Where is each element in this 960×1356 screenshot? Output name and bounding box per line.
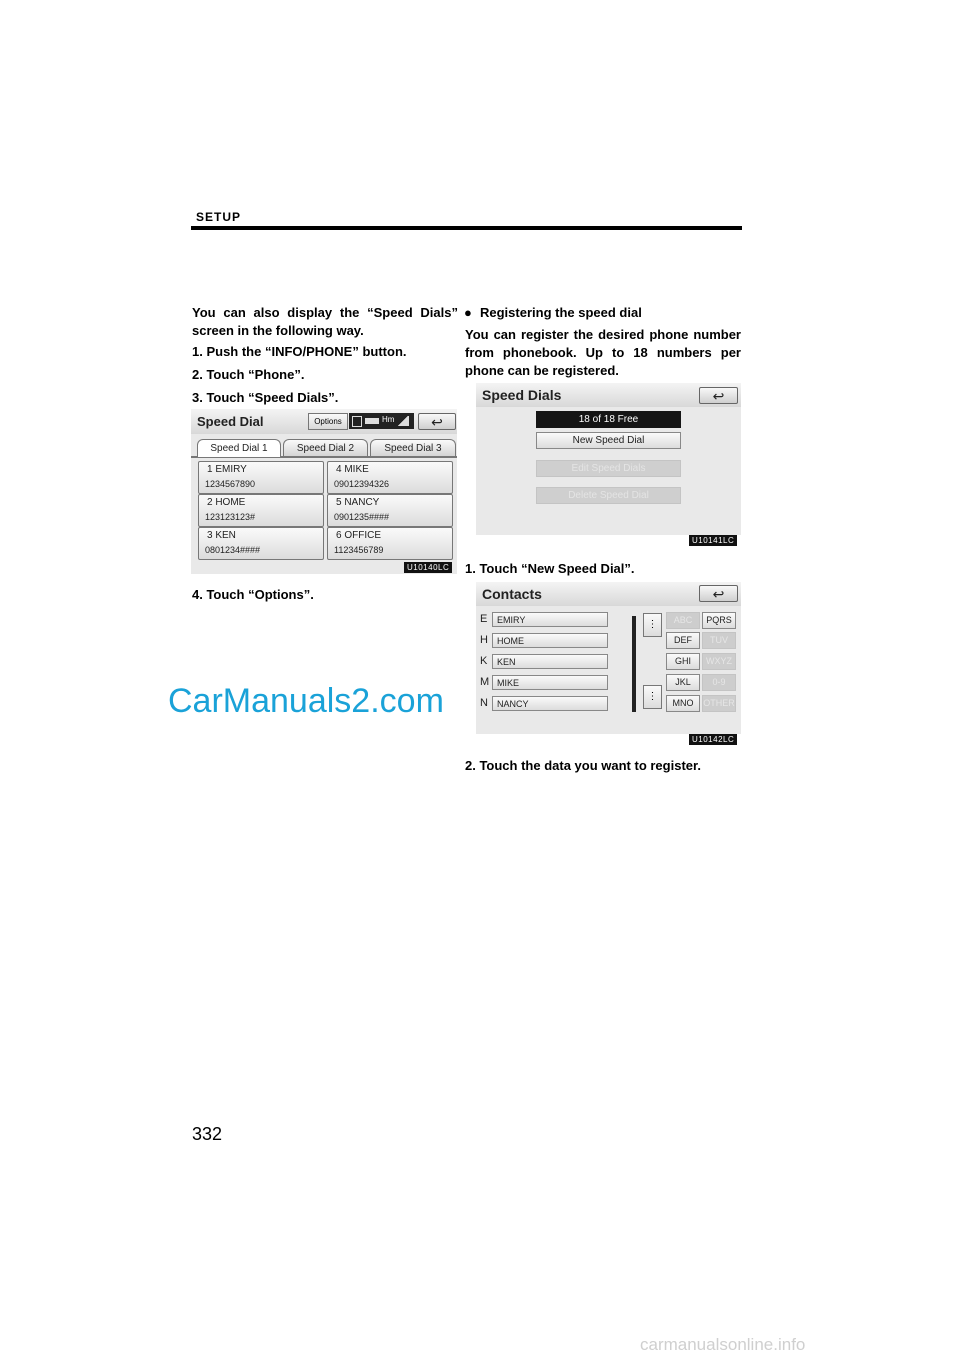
entry-name: 3 KEN	[207, 530, 236, 541]
new-speed-dial-button[interactable]: New Speed Dial	[536, 432, 681, 449]
entry-name: 2 HOME	[207, 497, 246, 508]
section-heading: Registering the speed dial	[480, 305, 642, 320]
options-button[interactable]: Options	[308, 413, 348, 430]
contacts-title: Contacts	[482, 586, 542, 602]
right-step-2: 2. Touch the data you want to register.	[465, 758, 701, 773]
entry-name: 4 MIKE	[336, 464, 369, 475]
header-rule	[191, 226, 742, 230]
scroll-up-button[interactable]: ⋮	[643, 613, 662, 637]
entry-name: 6 OFFICE	[336, 530, 382, 541]
contact-item[interactable]: HOME	[492, 633, 608, 648]
back-button[interactable]: ↩	[699, 387, 738, 404]
tab-speed-dial-2[interactable]: Speed Dial 2	[283, 439, 368, 457]
index-letter: N	[480, 697, 488, 709]
entry-number: 123123123#	[205, 512, 256, 522]
scrollbar-track[interactable]	[632, 616, 636, 712]
key-pqrs[interactable]: PQRS	[702, 612, 736, 629]
contact-item[interactable]: MIKE	[492, 675, 608, 690]
phone-icon	[352, 416, 362, 427]
speed-dial-entry[interactable]	[198, 494, 324, 527]
entry-number: 09012394326	[334, 479, 390, 489]
speed-dial-title: Speed Dial	[197, 414, 264, 429]
status-bar	[349, 413, 414, 429]
entry-number: 0801234####	[205, 545, 261, 555]
right-step-1: 1. Touch “New Speed Dial”.	[465, 561, 635, 576]
step-3: 3. Touch “Speed Dials”.	[192, 390, 339, 405]
footer-watermark: carmanualsonline.info	[640, 1335, 806, 1354]
signal-icon	[397, 416, 409, 426]
entry-number: 0901235####	[334, 512, 390, 522]
figure-code: U10142LC	[689, 734, 737, 745]
back-button[interactable]: ↩	[418, 413, 456, 430]
section-header: SETUP	[196, 210, 242, 224]
key-tuv[interactable]: TUV	[702, 632, 736, 649]
entry-number: 1234567890	[205, 479, 256, 489]
entry-name: 5 NANCY	[336, 497, 380, 508]
delete-speed-dial-button[interactable]: Delete Speed Dial	[536, 487, 681, 504]
speed-dial-entry[interactable]	[198, 527, 324, 560]
back-button[interactable]: ↩	[699, 585, 738, 602]
speed-dial-entry[interactable]	[327, 494, 453, 527]
edit-speed-dials-button[interactable]: Edit Speed Dials	[536, 460, 681, 477]
page-number: 332	[192, 1124, 223, 1144]
scroll-down-button[interactable]: ⋮	[643, 685, 662, 709]
speed-dial-entry[interactable]	[198, 461, 324, 494]
index-letter: H	[480, 634, 488, 646]
key-jkl[interactable]: JKL	[666, 674, 700, 691]
entry-number: 1123456789	[334, 545, 384, 555]
figure-code: U10140LC	[404, 562, 452, 573]
step-2: 2. Touch “Phone”.	[192, 367, 305, 382]
status-text: Hm	[382, 415, 395, 424]
speed-dial-entry[interactable]	[327, 461, 453, 494]
step-4: 4. Touch “Options”.	[192, 587, 314, 602]
intro-text: You can also display the “Speed Dials” screen in the following way.	[192, 305, 458, 338]
step-1: 1. Push the “INFO/PHONE” button.	[192, 344, 407, 359]
register-text: You can register the desired phone number from phonebook. Up to 18 numbers per phone can be registered.	[465, 327, 741, 378]
entry-name: 1 EMIRY	[207, 464, 247, 475]
key-0-9[interactable]: 0-9	[702, 674, 736, 691]
bullet-icon: ●	[464, 305, 472, 320]
key-def[interactable]: DEF	[666, 632, 700, 649]
key-ghi[interactable]: GHI	[666, 653, 700, 670]
free-count-label: 18 of 18 Free	[536, 411, 681, 428]
key-abc[interactable]: ABC	[666, 612, 700, 629]
key-mno[interactable]: MNO	[666, 695, 700, 712]
index-letter: M	[480, 676, 490, 688]
index-letter: E	[480, 613, 488, 625]
tab-speed-dial-1[interactable]: Speed Dial 1	[197, 439, 281, 457]
key-other[interactable]: OTHER	[702, 695, 736, 712]
speed-dial-entry[interactable]	[327, 527, 453, 560]
key-wxyz[interactable]: WXYZ	[702, 653, 736, 670]
battery-icon	[365, 418, 379, 424]
watermark: CarManuals2.com	[168, 682, 444, 720]
speed-dials-title: Speed Dials	[482, 387, 562, 403]
tab-speed-dial-3[interactable]: Speed Dial 3	[370, 439, 456, 457]
contact-item[interactable]: KEN	[492, 654, 608, 669]
figure-code: U10141LC	[689, 535, 737, 546]
index-letter: K	[480, 655, 488, 667]
contact-item[interactable]: NANCY	[492, 696, 608, 711]
contact-item[interactable]: EMIRY	[492, 612, 608, 627]
